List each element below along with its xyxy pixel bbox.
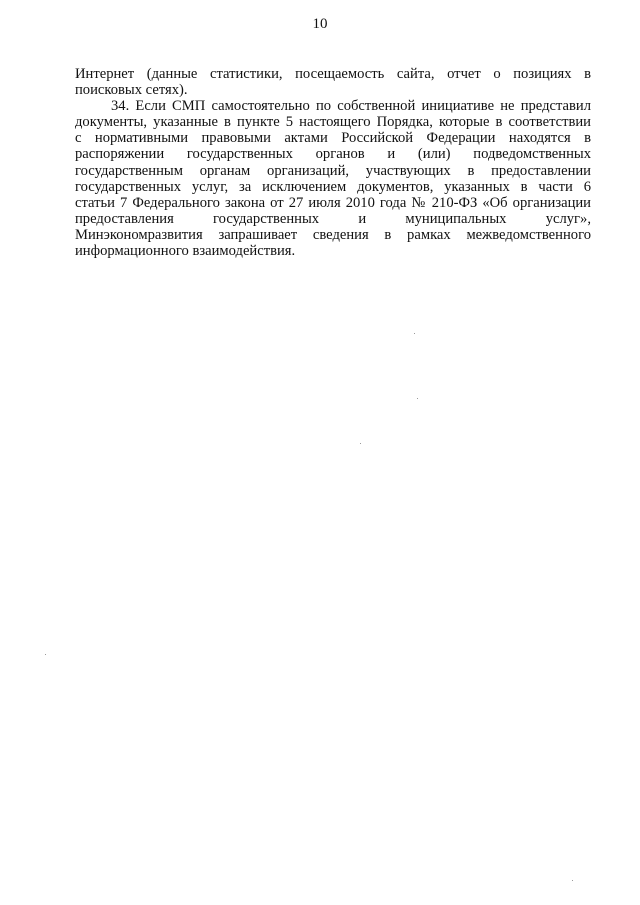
paragraph-line: документы, указанные в пункте 5 настоящего Порядка, которые в соответствии <box>75 114 591 131</box>
page-number: 10 <box>312 16 328 32</box>
scan-speck <box>572 880 573 881</box>
paragraph-line: 34. Если СМП самостоятельно по собственной инициативе не представил <box>111 98 591 115</box>
paragraph-line: распоряжении государственных органов и (или) подведомственных <box>75 146 591 163</box>
scan-speck <box>417 398 418 399</box>
paragraph-line: предоставления государственных и муниципальных услуг», <box>75 210 591 227</box>
paragraph-line: Минэкономразвития запрашивает сведения в рамках межведомственного <box>75 226 591 243</box>
paragraph-line: информационного взаимодействия. <box>75 243 296 260</box>
paragraph-line: государственных услуг, за исключением документов, указанных в части 6 <box>75 178 591 195</box>
paragraph-line: поисковых сетях). <box>75 82 188 99</box>
scan-speck <box>414 333 415 334</box>
paragraph-line: государственным органам организаций, участвующих в предоставлении <box>75 162 591 179</box>
scan-speck <box>360 443 361 444</box>
paragraph-line: с нормативными правовыми актами Российской Федерации находятся в <box>75 130 591 147</box>
scan-speck <box>45 654 46 655</box>
document-body <box>75 66 591 259</box>
paragraph-line: статьи 7 Федерального закона от 27 июля 2010 года № 210-ФЗ «Об организации <box>75 194 591 211</box>
paragraph-line: Интернет (данные статистики, посещаемость сайта, отчет о позициях в <box>75 66 591 82</box>
